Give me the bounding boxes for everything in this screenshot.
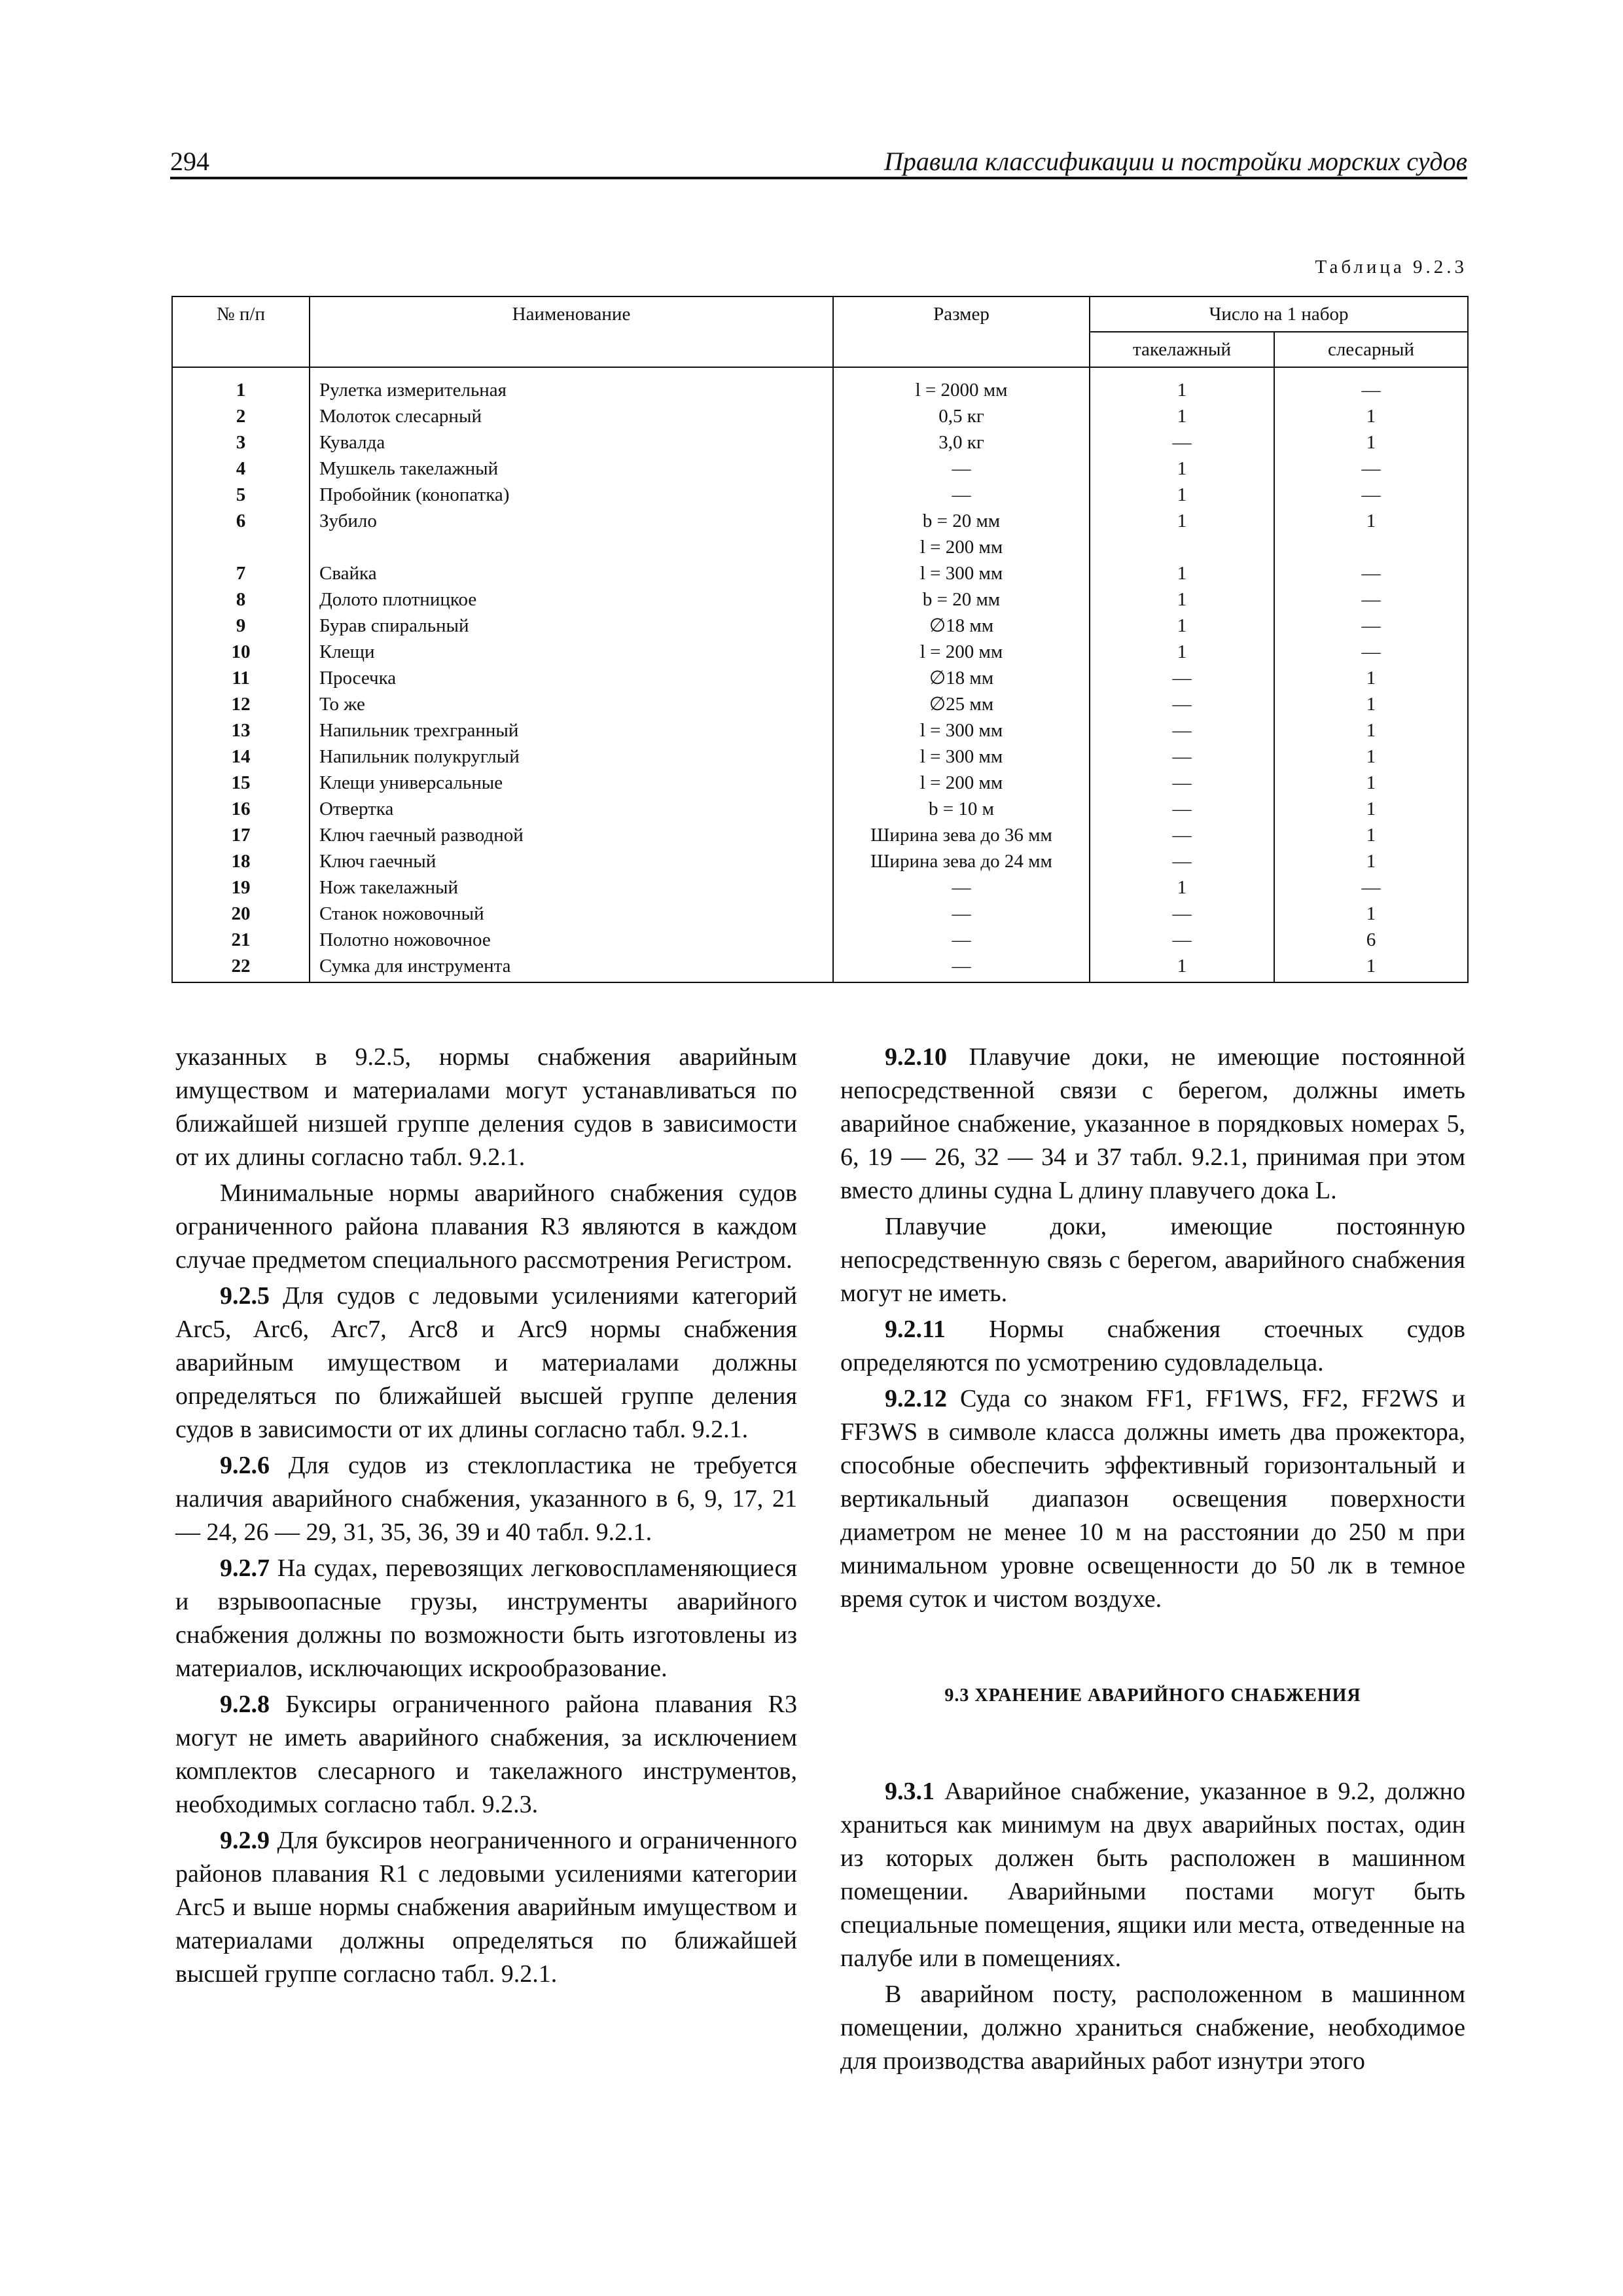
right-column-top	[840, 1041, 1465, 1616]
paragraph-text: Для судов с ледовыми усилениями категорий Arc5, Arc6, Arc7, Arc8 и Arc9 нормы снабжения аварийным имуществом и материалами должны определяться по ближайшей высшей группе деления судов в зависимости от их длины согласно табл. 9.2.1.	[175, 1282, 797, 1443]
paragraph-text: указанных в 9.2.5, нормы снабжения аварийным имуществом и материалами могут устанавливаться по ближайшей низшей группе деления судов в зависимости от их длины согласно табл. 9.2.1.	[175, 1043, 797, 1171]
table-row	[172, 770, 1468, 796]
table-row	[172, 953, 1468, 982]
row-count-rigging: 1	[1090, 560, 1274, 586]
row-number: 9	[172, 613, 310, 639]
row-size-line: l = 200 мм	[919, 772, 1003, 793]
row-count-rigging: —	[1090, 848, 1274, 874]
row-number: 22	[172, 953, 310, 982]
row-count-locksmith: 1	[1274, 744, 1468, 770]
row-count-locksmith: 1	[1274, 691, 1468, 717]
row-name: Станок ножовочный	[310, 901, 833, 927]
row-count-locksmith: 1	[1274, 901, 1468, 927]
row-number: 4	[172, 456, 310, 482]
row-name: Долото плотницкое	[310, 586, 833, 613]
row-count-rigging: —	[1090, 822, 1274, 848]
row-count-locksmith: —	[1274, 560, 1468, 586]
row-number: 21	[172, 927, 310, 953]
paragraph	[175, 1552, 797, 1685]
header-num: № п/п	[172, 296, 310, 367]
row-number: 6	[172, 508, 310, 560]
row-count-rigging: 1	[1090, 508, 1274, 560]
row-count-rigging: —	[1090, 691, 1274, 717]
row-name: Ключ гаечный	[310, 848, 833, 874]
row-size	[833, 639, 1090, 665]
row-number: 7	[172, 560, 310, 586]
row-count-rigging: —	[1090, 901, 1274, 927]
paragraph	[840, 1382, 1465, 1616]
table-row	[172, 482, 1468, 508]
paragraph-text: В аварийном посту, расположенном в машинном помещении, должно храниться снабжение, необходимое для производства аварийных работ изнутри этого	[840, 1981, 1465, 2075]
row-count-rigging: —	[1090, 665, 1274, 691]
paragraph-text: Минимальные нормы аварийного снабжения судов ограниченного района плавания R3 являются в каждом случае предметом специального рассмотрения Регистром.	[175, 1179, 797, 1274]
paragraph	[175, 1824, 797, 1991]
row-number: 3	[172, 429, 310, 456]
row-size-line: —	[952, 929, 971, 950]
paragraph-text: Для буксиров неограниченного и ограниченного районов плавания R1 с ледовыми усилениями категории Arc5 и выше нормы снабжения аварийным имуществом и материалами должны определяться по ближайшей высшей группе согласно табл. 9.2.1.	[175, 1827, 797, 1988]
row-name: Мушкель такелажный	[310, 456, 833, 482]
paragraph	[175, 1688, 797, 1821]
row-size-line: —	[952, 458, 971, 479]
table-row	[172, 691, 1468, 717]
right-column-bottom	[840, 1775, 1465, 2078]
clause-number: 9.2.7	[220, 1554, 270, 1582]
row-size	[833, 560, 1090, 586]
section-heading: 9.3 ХРАНЕНИЕ АВАРИЙНОГО СНАБЖЕНИЯ	[944, 1685, 1361, 1706]
row-name: Клещи	[310, 639, 833, 665]
paragraph-text: Нормы снабжения стоечных судов определяются по усмотрению судовладельца.	[840, 1316, 1465, 1376]
row-number: 13	[172, 717, 310, 744]
row-name: Напильник полукруглый	[310, 744, 833, 770]
table-row	[172, 560, 1468, 586]
table-row	[172, 848, 1468, 874]
clause-number: 9.2.8	[220, 1691, 270, 1718]
row-count-locksmith: 1	[1274, 770, 1468, 796]
row-size-line: ∅18 мм	[929, 615, 994, 636]
paragraph-text: Плавучие доки, имеющие постоянную непосредственную связь с берегом, аварийного снабжения могут не иметь.	[840, 1213, 1465, 1307]
row-size-line: —	[952, 877, 971, 898]
row-name: Пробойник (конопатка)	[310, 482, 833, 508]
row-count-rigging: 1	[1090, 953, 1274, 982]
row-size	[833, 586, 1090, 613]
row-count-locksmith: 1	[1274, 796, 1468, 822]
row-size-line: l = 300 мм	[919, 563, 1003, 584]
row-name: Отвертка	[310, 796, 833, 822]
table-row	[172, 586, 1468, 613]
clause-number: 9.2.11	[885, 1316, 946, 1343]
row-size-line: l = 300 мм	[919, 720, 1003, 741]
row-count-rigging: —	[1090, 744, 1274, 770]
row-count-locksmith: 1	[1274, 429, 1468, 456]
row-size-line: l = 2000 мм	[915, 380, 1008, 401]
row-count-rigging: —	[1090, 796, 1274, 822]
row-size-line: b = 10 м	[929, 798, 994, 819]
row-count-locksmith: —	[1274, 613, 1468, 639]
paragraph	[840, 1313, 1465, 1380]
row-number: 1	[172, 367, 310, 403]
clause-number: 9.2.10	[885, 1043, 947, 1071]
clause-number: 9.2.9	[220, 1827, 270, 1854]
table-row	[172, 927, 1468, 953]
row-count-locksmith: —	[1274, 586, 1468, 613]
row-size	[833, 665, 1090, 691]
row-count-locksmith: 1	[1274, 665, 1468, 691]
row-size	[833, 717, 1090, 744]
row-count-locksmith: 1	[1274, 403, 1468, 429]
clause-number: 9.2.12	[885, 1385, 947, 1412]
table-row	[172, 403, 1468, 429]
row-name: Нож такелажный	[310, 874, 833, 901]
row-count-rigging: 1	[1090, 613, 1274, 639]
equipment-table	[171, 296, 1469, 983]
row-count-locksmith: —	[1274, 639, 1468, 665]
row-size	[833, 927, 1090, 953]
row-count-rigging: 1	[1090, 482, 1274, 508]
table-body	[172, 367, 1468, 982]
row-size-line: 3,0 кг	[938, 432, 984, 453]
row-number: 5	[172, 482, 310, 508]
row-count-locksmith: 1	[1274, 848, 1468, 874]
row-count-rigging: 1	[1090, 874, 1274, 901]
paragraph-text: Суда со знаком FF1, FF1WS, FF2, FF2WS и FF3WS в символе класса должны иметь два прожектора, способные обеспечить эффективный горизонтальный и вертикальный диапазон освещения поверхности диаметром не менее 10 м на расстоянии до 250 м при минимальном уровне освещенности до 50 лк в темное время суток и чистом воздухе.	[840, 1385, 1466, 1613]
row-size	[833, 429, 1090, 456]
table-row	[172, 796, 1468, 822]
row-name: Зубило	[310, 508, 833, 560]
row-count-rigging: —	[1090, 429, 1274, 456]
left-column	[175, 1041, 797, 1994]
row-size-line: b = 20 мм	[922, 589, 1001, 610]
row-number: 15	[172, 770, 310, 796]
row-number: 14	[172, 744, 310, 770]
paragraph	[840, 1210, 1465, 1310]
row-count-rigging: 1	[1090, 586, 1274, 613]
row-count-locksmith: 1	[1274, 822, 1468, 848]
row-size	[833, 953, 1090, 982]
row-size	[833, 403, 1090, 429]
row-number: 18	[172, 848, 310, 874]
row-size	[833, 901, 1090, 927]
clause-number: 9.2.6	[220, 1452, 270, 1479]
row-size	[833, 508, 1090, 560]
row-size	[833, 874, 1090, 901]
paragraph	[175, 1177, 797, 1277]
row-name: Свайка	[310, 560, 833, 586]
row-name: Бурав спиральный	[310, 613, 833, 639]
table-row	[172, 665, 1468, 691]
row-name: Рулетка измерительная	[310, 367, 833, 403]
row-size	[833, 482, 1090, 508]
table-row	[172, 456, 1468, 482]
row-count-rigging: 1	[1090, 456, 1274, 482]
running-head	[170, 145, 1467, 177]
row-count-locksmith: —	[1274, 367, 1468, 403]
paragraph-text: Плавучие доки, не имеющие постоянной непосредственной связи с берегом, должны иметь аварийное снабжение, указанное в порядковых номерах 5, 6, 19 — 26, 32 — 34 и 37 табл. 9.2.1, принимая при этом вместо длины судна L длину плавучего дока L.	[840, 1043, 1465, 1204]
table-row	[172, 367, 1468, 403]
row-count-rigging: —	[1090, 770, 1274, 796]
row-size	[833, 691, 1090, 717]
row-size-line: Ширина зева до 24 мм	[870, 851, 1052, 872]
table-row	[172, 717, 1468, 744]
paragraph-text: Аварийное снабжение, указанное в 9.2, должно храниться как минимум на двух аварийных постах, один из которых должен быть расположен в машинном помещении. Аварийными постами могут быть специальные помещения, ящики или места, отведенные на палубе или в помещениях.	[840, 1778, 1465, 1972]
row-name: Полотно ножовочное	[310, 927, 833, 953]
row-count-rigging: 1	[1090, 367, 1274, 403]
row-count-rigging: 1	[1090, 639, 1274, 665]
row-size-line: l = 200 мм	[919, 641, 1003, 662]
row-size-line: —	[952, 903, 971, 924]
row-size-line: ∅18 мм	[929, 668, 994, 689]
right-column	[840, 1041, 1465, 2081]
table-row	[172, 901, 1468, 927]
row-number: 12	[172, 691, 310, 717]
row-size	[833, 367, 1090, 403]
paragraph	[840, 1041, 1465, 1208]
row-size-line: Ширина зева до 36 мм	[870, 825, 1052, 846]
row-size	[833, 796, 1090, 822]
row-name: Просечка	[310, 665, 833, 691]
header-name: Наименование	[310, 296, 833, 367]
table-row	[172, 429, 1468, 456]
row-size-line: —	[952, 956, 971, 977]
row-number: 20	[172, 901, 310, 927]
row-name: То же	[310, 691, 833, 717]
row-size	[833, 744, 1090, 770]
table-row	[172, 744, 1468, 770]
table-row	[172, 508, 1468, 560]
row-count-rigging: —	[1090, 927, 1274, 953]
row-number: 8	[172, 586, 310, 613]
clause-number: 9.3.1	[885, 1778, 935, 1805]
row-name: Молоток слесарный	[310, 403, 833, 429]
row-count-locksmith: 6	[1274, 927, 1468, 953]
paragraph	[175, 1449, 797, 1549]
row-count-rigging: 1	[1090, 403, 1274, 429]
row-name: Клещи универсальные	[310, 770, 833, 796]
paragraph	[840, 1775, 1465, 1975]
row-number: 16	[172, 796, 310, 822]
paragraph-text: Для судов из стеклопластика не требуется наличия аварийного снабжения, указанного в 6, 9, 17, 21 — 24, 26 — 29, 31, 35, 36, 39 и 40 табл. 9.2.1.	[175, 1452, 797, 1546]
row-size	[833, 770, 1090, 796]
row-size	[833, 613, 1090, 639]
row-size-line: b = 20 мм	[922, 511, 1001, 531]
row-number: 17	[172, 822, 310, 848]
paragraph-text: На судах, перевозящих легковоспламеняющиеся и взрывоопасные грузы, инструменты аварийного снабжения должны по возможности быть изготовлены из материалов, исключающих искрообразование.	[175, 1554, 798, 1682]
row-number: 2	[172, 403, 310, 429]
row-count-locksmith: —	[1274, 874, 1468, 901]
header-rigging: такелажный	[1090, 332, 1274, 367]
row-name: Сумка для инструмента	[310, 953, 833, 982]
running-title: Правила классификации и постройки морских судов	[883, 147, 1467, 176]
page-number: 294	[170, 147, 209, 176]
row-count-locksmith: 1	[1274, 953, 1468, 982]
row-name: Ключ гаечный разводной	[310, 822, 833, 848]
paragraph	[175, 1280, 797, 1446]
header-count-group: Число на 1 набор	[1090, 296, 1468, 332]
row-number: 11	[172, 665, 310, 691]
row-number: 19	[172, 874, 310, 901]
table-caption: Таблица 9.2.3	[1315, 257, 1467, 278]
paragraph-text: Буксиры ограниченного района плавания R3 могут не иметь аварийного снабжения, за исключением комплектов слесарного и такелажного инструментов, необходимых согласно табл. 9.2.3.	[175, 1691, 797, 1818]
table-row	[172, 874, 1468, 901]
table-row	[172, 639, 1468, 665]
row-name: Кувалда	[310, 429, 833, 456]
header-locksmith: слесарный	[1274, 332, 1468, 367]
table-row	[172, 613, 1468, 639]
row-size	[833, 848, 1090, 874]
table-row	[172, 822, 1468, 848]
row-count-locksmith: —	[1274, 456, 1468, 482]
header-rule	[170, 177, 1467, 179]
row-size	[833, 822, 1090, 848]
clause-number: 9.2.5	[220, 1282, 270, 1310]
row-size-line: ∅25 мм	[929, 694, 994, 715]
row-count-rigging: —	[1090, 717, 1274, 744]
row-name: Напильник трехгранный	[310, 717, 833, 744]
header-size: Размер	[833, 296, 1090, 367]
row-size	[833, 456, 1090, 482]
row-size-line: l = 300 мм	[919, 746, 1003, 767]
row-count-locksmith: 1	[1274, 717, 1468, 744]
row-size-line-2: l = 200 мм	[919, 537, 1003, 558]
row-size-line: 0,5 кг	[938, 406, 984, 427]
row-count-locksmith: 1	[1274, 508, 1468, 560]
paragraph	[175, 1041, 797, 1174]
paragraph	[840, 1978, 1465, 2078]
row-count-locksmith: —	[1274, 482, 1468, 508]
row-size-line: —	[952, 484, 971, 505]
row-number: 10	[172, 639, 310, 665]
